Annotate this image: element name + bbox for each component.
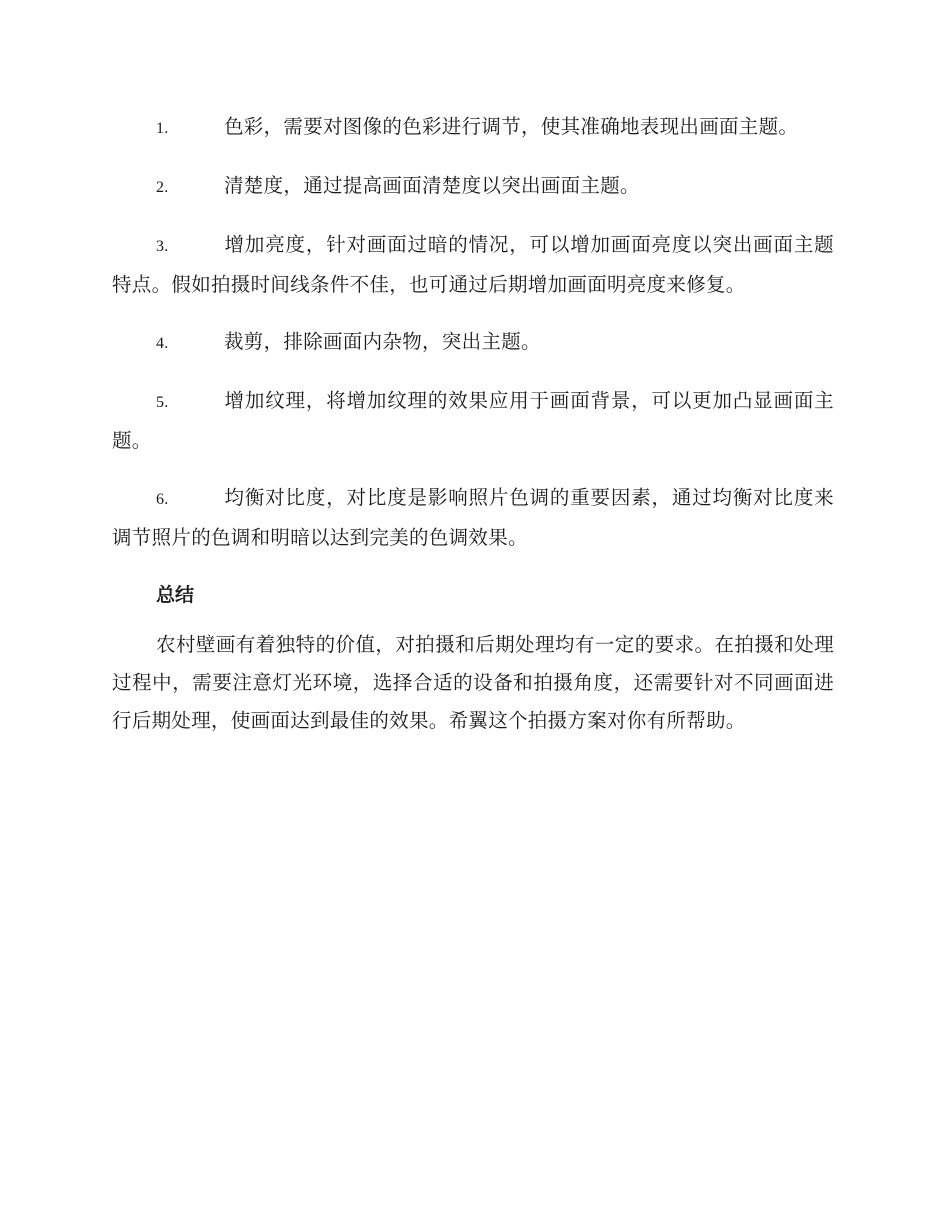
- list-item-number: 5.: [156, 394, 169, 411]
- list-item-text: 均衡对比度，对比度是影响照片色调的重要因素，通过均衡对比度来调节照片的色调和明暗以达到完美的色调效果。: [112, 486, 834, 549]
- list-item-text: 增加纹理，将增加纹理的效果应用于画面背景，可以更加凸显画面主题。: [112, 389, 834, 452]
- list-item-number: 4.: [156, 335, 169, 352]
- list-item-text: 裁剪，排除画面内杂物，突出主题。: [224, 330, 541, 353]
- list-item: [112, 323, 834, 363]
- list-item-number: 3.: [156, 238, 169, 255]
- summary-paragraph: 农村壁画有着独特的价值，对拍摄和后期处理均有一定的要求。在拍摄和处理过程中，需要注意灯光环境，选择合适的设备和拍摄角度，还需要针对不同画面进行后期处理，使画面达到最佳的效果。希翼这个拍摄方案对你有所帮助。: [112, 633, 834, 732]
- list-item-number: 1.: [156, 120, 169, 137]
- list-item-text: 清楚度，通过提高画面清楚度以突出画面主题。: [224, 174, 640, 197]
- list-item-text: 增加亮度，针对画面过暗的情况，可以增加画面亮度以突出画面主题特点。假如拍摄时间线条件不佳，也可通过后期增加画面明亮度来修复。: [112, 233, 834, 296]
- document-page: [112, 108, 834, 740]
- list-item: [112, 479, 834, 557]
- list-item: [112, 226, 834, 304]
- list-item-number: 6.: [156, 491, 169, 508]
- list-item-text: 色彩，需要对图像的色彩进行调节，使其准确地表现出画面主题。: [224, 115, 799, 138]
- list-item: [112, 167, 834, 207]
- list-item-number: 2.: [156, 179, 169, 196]
- list-item: [112, 108, 834, 148]
- list-item: [112, 382, 834, 460]
- summary-heading: 总结: [156, 584, 195, 606]
